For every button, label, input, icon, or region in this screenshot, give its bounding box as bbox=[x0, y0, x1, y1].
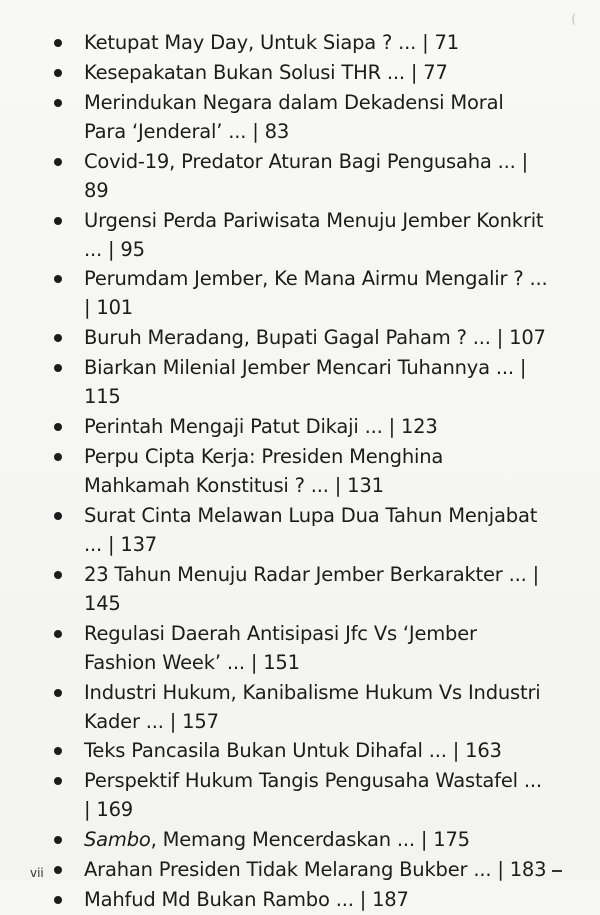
bullet-icon bbox=[54, 334, 62, 342]
toc-item-6 bbox=[50, 264, 550, 322]
toc-item-title: Surat Cinta Melawan Lupa Dua Tahun Menjabat ... | bbox=[84, 503, 538, 556]
toc-item-page: 77 bbox=[423, 60, 448, 84]
toc-item-title: Industri Hukum, Kanibalisme Hukum Vs Industri Kader ... | bbox=[84, 680, 541, 733]
bullet-icon bbox=[54, 512, 62, 520]
bullet-icon bbox=[54, 423, 62, 431]
toc-item-page: 187 bbox=[372, 888, 409, 912]
toc-item-title: Covid-19, Predator Aturan Bagi Pengusaha ... | bbox=[84, 149, 529, 173]
toc-item-page: 163 bbox=[465, 739, 502, 763]
page-number-footer: vii bbox=[30, 866, 44, 880]
bullet-icon bbox=[54, 364, 62, 372]
toc-item-7 bbox=[50, 323, 550, 352]
footer-right-mark bbox=[552, 870, 562, 878]
toc-item-title: Perpu Cipta Kerja: Presiden Menghina Mahkamah Konstitusi ? ... | bbox=[84, 445, 444, 498]
bullet-icon bbox=[54, 275, 62, 283]
toc-item-title: Teks Pancasila Bukan Untuk Dihafal ... | bbox=[84, 739, 460, 763]
toc-item-page: 151 bbox=[263, 650, 300, 674]
toc-item-14 bbox=[50, 678, 550, 736]
toc-item-title: Arahan Presiden Tidak Melarang Bukber ... | bbox=[84, 858, 504, 882]
toc-item-page: 107 bbox=[509, 326, 546, 350]
toc-item-2 bbox=[50, 58, 550, 87]
bullet-icon bbox=[54, 630, 62, 638]
toc-item-page: 169 bbox=[96, 798, 133, 822]
toc-item-page: 95 bbox=[120, 237, 145, 261]
toc-item-title: Ketupat May Day, Untuk Siapa ? ... | bbox=[84, 31, 429, 54]
bullet-icon bbox=[54, 99, 62, 107]
toc-item-title: Perumdam Jember, Ke Mana Airmu Mengalir ? ... | bbox=[84, 267, 548, 320]
bullet-icon bbox=[54, 747, 62, 755]
table-of-contents-list bbox=[50, 28, 550, 915]
toc-item-title-italic: Sambo bbox=[84, 828, 151, 852]
toc-item-page: 175 bbox=[433, 828, 470, 852]
toc-item-1 bbox=[50, 28, 550, 57]
toc-item-page: 183 bbox=[509, 858, 547, 882]
bullet-icon bbox=[54, 69, 62, 77]
bullet-icon bbox=[54, 571, 62, 579]
toc-item-title: Urgensi Perda Pariwisata Menuju Jember Konkrit ... | bbox=[84, 208, 544, 261]
toc-item-10 bbox=[50, 442, 550, 500]
toc-item-title: Perspektif Hukum Tangis Pengusaha Wastafel ... | bbox=[84, 769, 542, 822]
toc-item-page: 131 bbox=[347, 474, 384, 498]
bullet-icon bbox=[54, 158, 62, 166]
toc-item-title: Regulasi Daerah Antisipasi Jfc Vs ‘Jember Fashion Week’ ... | bbox=[84, 621, 477, 674]
toc-item-page: 83 bbox=[264, 119, 290, 143]
toc-item-title: Buruh Meradang, Bupati Gagal Paham ? ... | bbox=[84, 326, 504, 350]
bullet-icon bbox=[54, 866, 62, 874]
toc-item-11 bbox=[50, 501, 550, 559]
toc-item-title: , Memang Mencerdaskan ... | bbox=[150, 828, 428, 852]
toc-item-title: Merindukan Negara dalam Dekadensi Moral Para ‘Jenderal’ ... | bbox=[84, 90, 504, 143]
toc-item-5 bbox=[50, 206, 550, 264]
toc-item-page: 137 bbox=[120, 532, 157, 556]
toc-item-title: Perintah Mengaji Patut Dikaji ... | bbox=[84, 415, 395, 439]
toc-item-page: 89 bbox=[84, 178, 109, 202]
toc-item-page: 123 bbox=[400, 415, 438, 439]
toc-item-3 bbox=[50, 88, 550, 146]
toc-item-title: Biarkan Milenial Jember Mencari Tuhannya ... | bbox=[84, 356, 527, 380]
bullet-icon bbox=[54, 836, 62, 844]
bullet-icon bbox=[54, 217, 62, 225]
corner-mark: ( bbox=[571, 12, 576, 26]
bullet-icon bbox=[54, 39, 62, 47]
toc-item-page: 71 bbox=[434, 31, 459, 54]
toc-item-title: Kesepakatan Bukan Solusi THR ... | bbox=[84, 60, 418, 84]
bullet-icon bbox=[54, 777, 62, 785]
bullet-icon bbox=[54, 453, 62, 461]
toc-item-4 bbox=[50, 147, 550, 205]
toc-item-9 bbox=[50, 412, 550, 441]
toc-item-page: 157 bbox=[182, 709, 219, 733]
bullet-icon bbox=[54, 896, 62, 904]
toc-item-8 bbox=[50, 353, 550, 411]
toc-item-13 bbox=[50, 619, 550, 677]
toc-item-15 bbox=[50, 736, 550, 765]
bullet-icon bbox=[54, 689, 62, 697]
toc-item-page: 101 bbox=[96, 296, 133, 320]
toc-item-17 bbox=[50, 825, 550, 854]
toc-item-title: Mahfud Md Bukan Rambo ... | bbox=[84, 888, 367, 912]
toc-item-19 bbox=[50, 885, 550, 914]
toc-item-page: 145 bbox=[84, 591, 121, 615]
toc-item-page: 115 bbox=[84, 385, 121, 409]
toc-item-title: 23 Tahun Menuju Radar Jember Berkarakter ... | bbox=[84, 562, 539, 586]
toc-item-12 bbox=[50, 560, 550, 618]
toc-item-16 bbox=[50, 766, 550, 824]
